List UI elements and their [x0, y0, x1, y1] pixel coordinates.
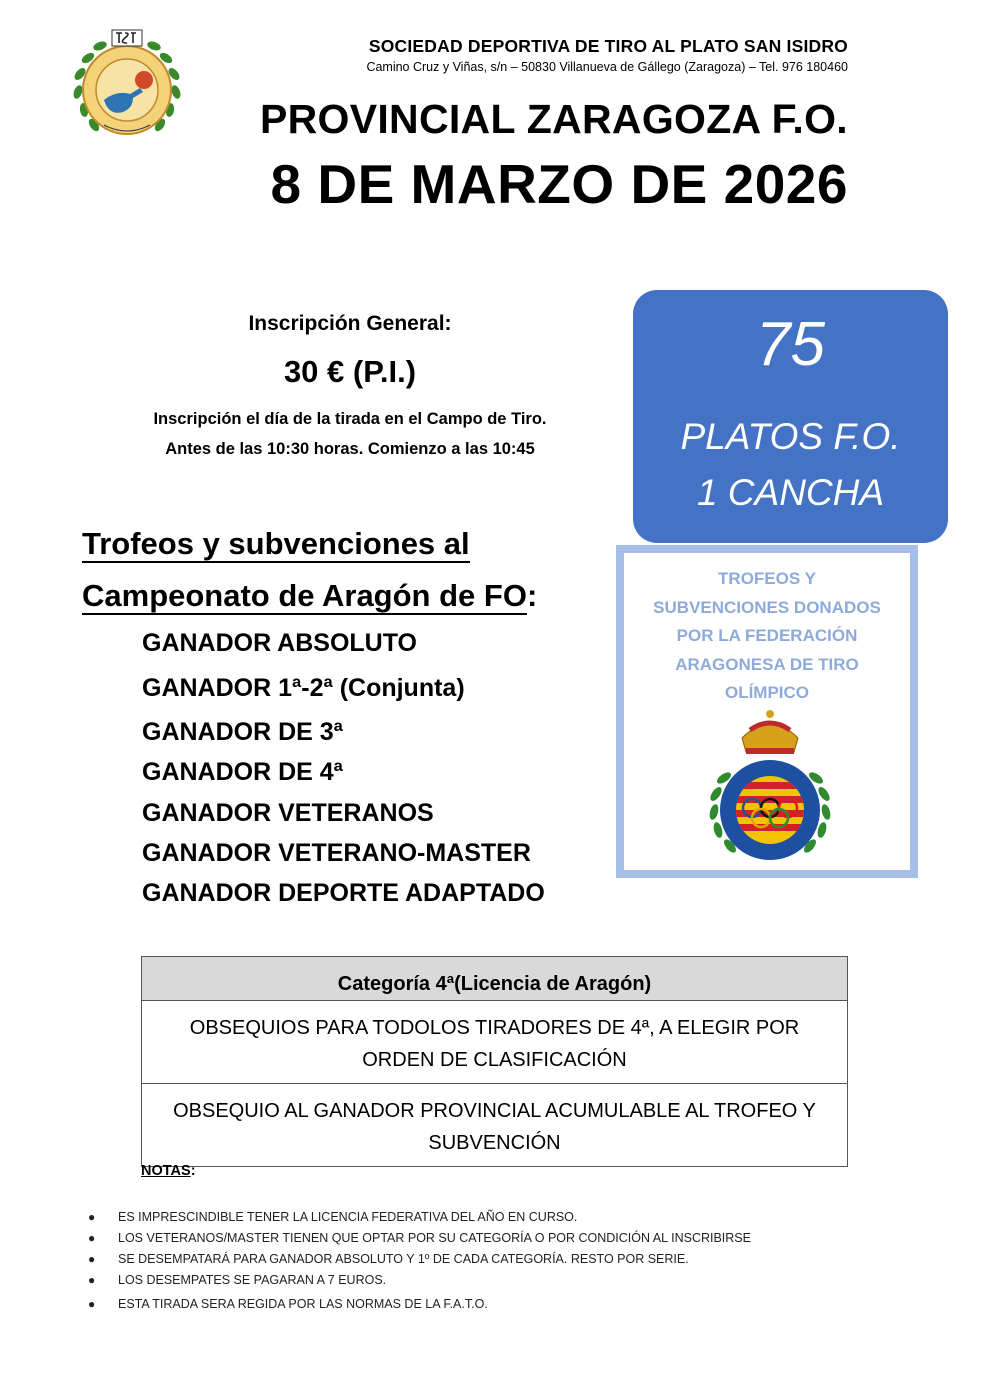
trophies-heading-text: Campeonato de Aragón de FO	[82, 578, 527, 613]
federation-text-line: ARAGONESA DE TIRO	[675, 654, 859, 674]
list-item	[88, 1252, 689, 1266]
trophy-item: GANADOR DEPORTE ADAPTADO	[142, 879, 545, 907]
bullet-icon: ●	[88, 1210, 96, 1224]
trophies-heading-line2	[82, 578, 537, 614]
category-table	[141, 956, 848, 1167]
federation-box	[616, 545, 918, 878]
bullet-icon: ●	[88, 1231, 96, 1245]
trophies-heading-text: Trofeos y subvenciones al	[82, 526, 470, 561]
trophy-item: GANADOR DE 4ª	[142, 758, 343, 786]
trophy-item: GANADOR VETERANOS	[142, 799, 434, 827]
inscription-price: 30 € (P.I.)	[283, 354, 417, 389]
inscription-info-line1: Inscripción el día de la tirada en el Campo de Tiro.	[153, 410, 547, 428]
inscription-info-line2: Antes de las 10:30 horas. Comienzo a las 10:45	[165, 440, 535, 458]
trophy-item: GANADOR DE 3ª	[142, 718, 343, 746]
note-text: SE DESEMPATARÁ PARA GANADOR ABSOLUTO Y 1º DE CADA CATEGORÍA. RESTO POR SERIE.	[118, 1252, 689, 1266]
club-address: Camino Cruz y Viñas, s/n – 50830 Villanueva de Gállego (Zaragoza) – Tel. 976 180460	[366, 60, 848, 74]
federation-text-line: SUBVENCIONES DONADOS	[653, 597, 881, 617]
note-text: LOS DESEMPATES SE PAGARAN A 7 EUROS.	[118, 1273, 387, 1287]
trophy-item: GANADOR 1ª-2ª (Conjunta)	[142, 674, 465, 702]
notes-label-colon: :	[190, 1163, 196, 1179]
club-name: SOCIEDAD DEPORTIVA DE TIRO AL PLATO SAN ISIDRO	[368, 36, 848, 56]
bullet-icon: ●	[88, 1252, 96, 1266]
list-item	[88, 1231, 751, 1245]
trophies-heading-line1	[82, 526, 470, 562]
trophies-heading-colon: :	[526, 578, 538, 613]
notes-label-text: NOTAS	[141, 1163, 191, 1179]
notes-label	[141, 1163, 196, 1179]
event-title: PROVINCIAL ZARAGOZA F.O.	[259, 96, 848, 142]
note-text: LOS VETERANOS/MASTER TIENEN QUE OPTAR POR SU CATEGORÍA O POR CONDICIÓN AL INSCRIBIRSE	[118, 1231, 751, 1245]
federation-text	[624, 565, 910, 708]
platos-count: 75	[756, 310, 825, 379]
table-row: OBSEQUIOS PARA TODOLOS TIRADORES DE 4ª, A ELEGIR POR ORDEN DE CLASIFICACIÓN	[142, 1001, 847, 1084]
list-item	[88, 1273, 386, 1287]
federation-text-line: TROFEOS Y	[718, 569, 816, 588]
trophy-item: GANADOR ABSOLUTO	[142, 629, 417, 657]
category-table-header: Categoría 4ª(Licencia de Aragón)	[142, 957, 847, 1001]
platos-label: PLATOS F.O.	[680, 416, 901, 457]
note-text: ESTA TIRADA SERA REGIDA POR LAS NORMAS DE LA F.A.T.O.	[118, 1297, 488, 1311]
bullet-icon: ●	[88, 1273, 96, 1287]
cancha-label: 1 CANCHA	[696, 472, 885, 513]
federation-text-line: OLÍMPICO	[724, 683, 810, 702]
trophy-item: GANADOR VETERANO-MASTER	[142, 839, 531, 867]
federation-crest-icon	[702, 708, 838, 868]
federation-text-line: POR LA FEDERACIÓN	[676, 626, 858, 645]
note-text: ES IMPRESCINDIBLE TENER LA LICENCIA FEDERATIVA DEL AÑO EN CURSO.	[118, 1210, 578, 1224]
bullet-icon: ●	[88, 1297, 96, 1311]
inscription-label: Inscripción General:	[248, 312, 452, 335]
list-item	[88, 1297, 488, 1311]
table-row: OBSEQUIO AL GANADOR PROVINCIAL ACUMULABLE AL TROFEO Y SUBVENCIÓN	[173, 1100, 816, 1154]
platos-box	[633, 290, 948, 543]
list-item	[88, 1210, 577, 1224]
event-date: 8 DE MARZO DE 2026	[270, 153, 848, 215]
